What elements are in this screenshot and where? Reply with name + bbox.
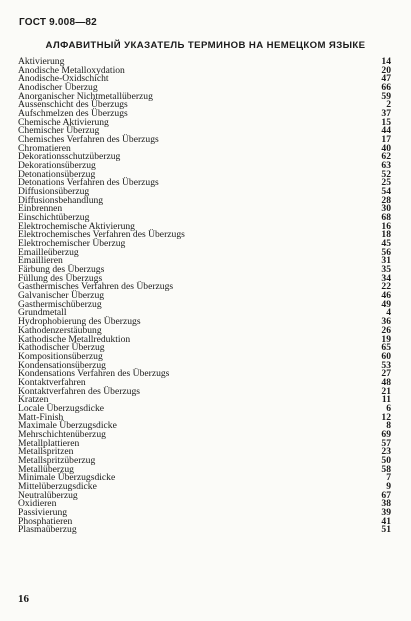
entry-number: 35 xyxy=(381,264,391,276)
entry-term: Chemische Aktivierung xyxy=(18,116,109,128)
entry-number: 63 xyxy=(381,160,391,172)
entry-number: 17 xyxy=(381,134,391,146)
entry-term: Chromatieren xyxy=(18,142,71,154)
entry-number: 38 xyxy=(381,498,391,510)
entry-term: Kathodischer Überzug xyxy=(18,342,105,354)
entry-number: 15 xyxy=(381,116,391,128)
entry-term: Hydrophobierung des Überzugs xyxy=(18,316,141,328)
page-number: 16 xyxy=(18,593,29,605)
entry-term: Kondensations Verfahren des Überzugs xyxy=(18,368,170,380)
index-entry xyxy=(18,489,391,501)
entry-term: Matt-Finish xyxy=(18,411,64,423)
entry-term: Einschichtüberzug xyxy=(18,212,90,224)
entry-term: Aktivierung xyxy=(18,56,65,67)
entry-number: 58 xyxy=(381,463,391,475)
index-entry xyxy=(18,385,391,397)
entry-number: 27 xyxy=(381,368,391,380)
entry-number: 44 xyxy=(381,125,391,137)
entry-term: Einbrennen xyxy=(18,203,63,215)
entry-number: 23 xyxy=(381,446,391,458)
entry-term: Kontaktverfahren des Überzugs xyxy=(18,385,141,397)
entry-term: Kontaktverfahren xyxy=(18,376,86,388)
entry-term: Kratzen xyxy=(18,394,49,406)
entry-term: Metallplattieren xyxy=(18,437,80,449)
entry-number: 50 xyxy=(381,454,391,466)
entry-number: 21 xyxy=(381,385,391,397)
entry-number: 31 xyxy=(381,255,391,267)
index-title: АЛФАВИТНЫЙ УКАЗАТЕЛЬ ТЕРМИНОВ НА НЕМЕЦКОМ ЯЗЫКЕ xyxy=(45,40,366,51)
entry-number: 40 xyxy=(381,142,391,154)
entry-term: Metallspritzen xyxy=(18,446,74,458)
entry-number: 37 xyxy=(381,108,391,120)
index-entry xyxy=(18,526,391,535)
entry-term: Chemischer Überzug xyxy=(18,125,100,137)
entry-term: Elektrochemisches Verfahren des Überzugs xyxy=(18,229,185,241)
entry-number: 48 xyxy=(381,376,391,388)
entry-number: 69 xyxy=(381,428,391,440)
entry-number: 41 xyxy=(381,515,391,527)
entry-term: Kathodenzerstäubung xyxy=(18,324,102,336)
entry-number: 46 xyxy=(381,290,391,302)
entry-term: Maximale Überzugsdicke xyxy=(18,420,117,432)
entry-number: 2 xyxy=(386,99,391,111)
entry-term: Metallüberzug xyxy=(18,463,74,475)
entry-term: Diffusionsbehandlung xyxy=(18,194,104,206)
entry-term: Mittelüberzugsdicke xyxy=(18,480,97,492)
entry-term: Gasthermischüberzug xyxy=(18,298,102,310)
entry-number: 30 xyxy=(381,203,391,215)
entry-term: Plasmaüberzug xyxy=(18,524,77,536)
entry-term: Anodischer Überzug xyxy=(18,82,98,94)
entry-term: Phosphatieren xyxy=(18,515,73,527)
entry-number: 12 xyxy=(381,411,391,423)
entry-number: 53 xyxy=(381,359,391,371)
entry-term: Emailleüberzug xyxy=(18,246,79,258)
entry-number: 65 xyxy=(381,342,391,354)
entry-term: Metallspritzüberzug xyxy=(18,454,96,466)
entry-term: Grundmetall xyxy=(18,307,67,319)
entry-number: 19 xyxy=(381,333,391,345)
entry-term: Gasthermisches Verfahren des Überzugs xyxy=(18,281,174,293)
entry-number: 47 xyxy=(381,73,391,85)
entry-term: Detonationsüberzug xyxy=(18,168,96,180)
entry-number: 28 xyxy=(381,194,391,206)
entry-term: Elektrochemischer Überzug xyxy=(18,238,126,250)
index-entry xyxy=(18,136,391,145)
entry-term: Kondensationsüberzug xyxy=(18,359,106,371)
entry-number: 39 xyxy=(381,506,391,518)
entry-number: 45 xyxy=(381,238,391,250)
entry-number: 56 xyxy=(381,246,391,258)
entry-number: 9 xyxy=(386,480,391,492)
entry-number: 8 xyxy=(386,420,391,432)
index-entry xyxy=(18,402,391,414)
entry-number: 11 xyxy=(381,394,391,406)
entry-term: Locale Überzugsdicke xyxy=(18,402,105,414)
entry-term: Neutralüberzug xyxy=(18,489,78,501)
entry-term: Färbung des Überzugs xyxy=(18,264,105,276)
entry-term: Detonations Verfahren des Überzugs xyxy=(18,177,159,189)
entry-term: Kathodische Metallreduktion xyxy=(18,333,131,345)
entry-term: Anodische Metalloxydation xyxy=(18,64,125,76)
index-entry xyxy=(18,500,391,509)
entry-number: 14 xyxy=(381,56,391,67)
entry-number: 36 xyxy=(381,316,391,328)
entry-number: 18 xyxy=(381,229,391,241)
index-entry xyxy=(18,506,391,518)
entry-term: Diffusionsüberzug xyxy=(18,186,90,198)
entry-term: Aussenschicht des Überzugs xyxy=(18,99,128,111)
entry-term: Kompositionsüberzug xyxy=(18,350,103,362)
term-index-list xyxy=(18,58,391,535)
entry-term: Füllung des Überzugs xyxy=(18,272,103,284)
entry-number: 68 xyxy=(381,212,391,224)
entry-number: 34 xyxy=(381,272,391,284)
entry-term: Elektrochemische Aktivierung xyxy=(18,220,135,232)
entry-term: Mehrschichtenüberzug xyxy=(18,428,106,440)
entry-term: Chemisches Verfahren des Überzugs xyxy=(18,134,159,146)
entry-term: Passivierung xyxy=(18,506,68,518)
entry-number: 62 xyxy=(381,151,391,163)
entry-number: 20 xyxy=(381,64,391,76)
entry-term: Anodische-Oxidschicht xyxy=(18,73,109,85)
entry-number: 60 xyxy=(381,350,391,362)
entry-term: Oxidieren xyxy=(18,498,57,510)
entry-number: 54 xyxy=(381,186,391,198)
entry-number: 59 xyxy=(381,90,391,102)
entry-number: 4 xyxy=(386,307,391,319)
entry-term: Aufschmelzen des Überzugs xyxy=(18,108,128,120)
entry-term: Dekorationsschutzüberzug xyxy=(18,151,121,163)
entry-term: Dekorationsüberzug xyxy=(18,160,96,172)
entry-number: 22 xyxy=(381,281,391,293)
entry-number: 49 xyxy=(381,298,391,310)
entry-number: 52 xyxy=(381,168,391,180)
index-entry xyxy=(18,194,391,206)
index-entry xyxy=(18,437,391,449)
document-code-header: ГОСТ 9.008—82 xyxy=(19,17,97,28)
entry-term: Minimale Überzugsdicke xyxy=(18,472,116,484)
entry-number: 57 xyxy=(381,437,391,449)
entry-number: 66 xyxy=(381,82,391,94)
index-entry xyxy=(18,298,391,310)
entry-number: 6 xyxy=(386,402,391,414)
entry-number: 7 xyxy=(386,472,391,484)
entry-term: Emaillieren xyxy=(18,255,63,267)
entry-number: 16 xyxy=(381,220,391,232)
entry-number: 51 xyxy=(381,524,391,536)
index-entry xyxy=(18,246,391,258)
entry-term: Anorganischer Nichtmetallüberzug xyxy=(18,90,153,102)
entry-term: Galvanischer Überzug xyxy=(18,290,105,302)
entry-number: 25 xyxy=(381,177,391,189)
entry-number: 67 xyxy=(381,489,391,501)
entry-number: 26 xyxy=(381,324,391,336)
